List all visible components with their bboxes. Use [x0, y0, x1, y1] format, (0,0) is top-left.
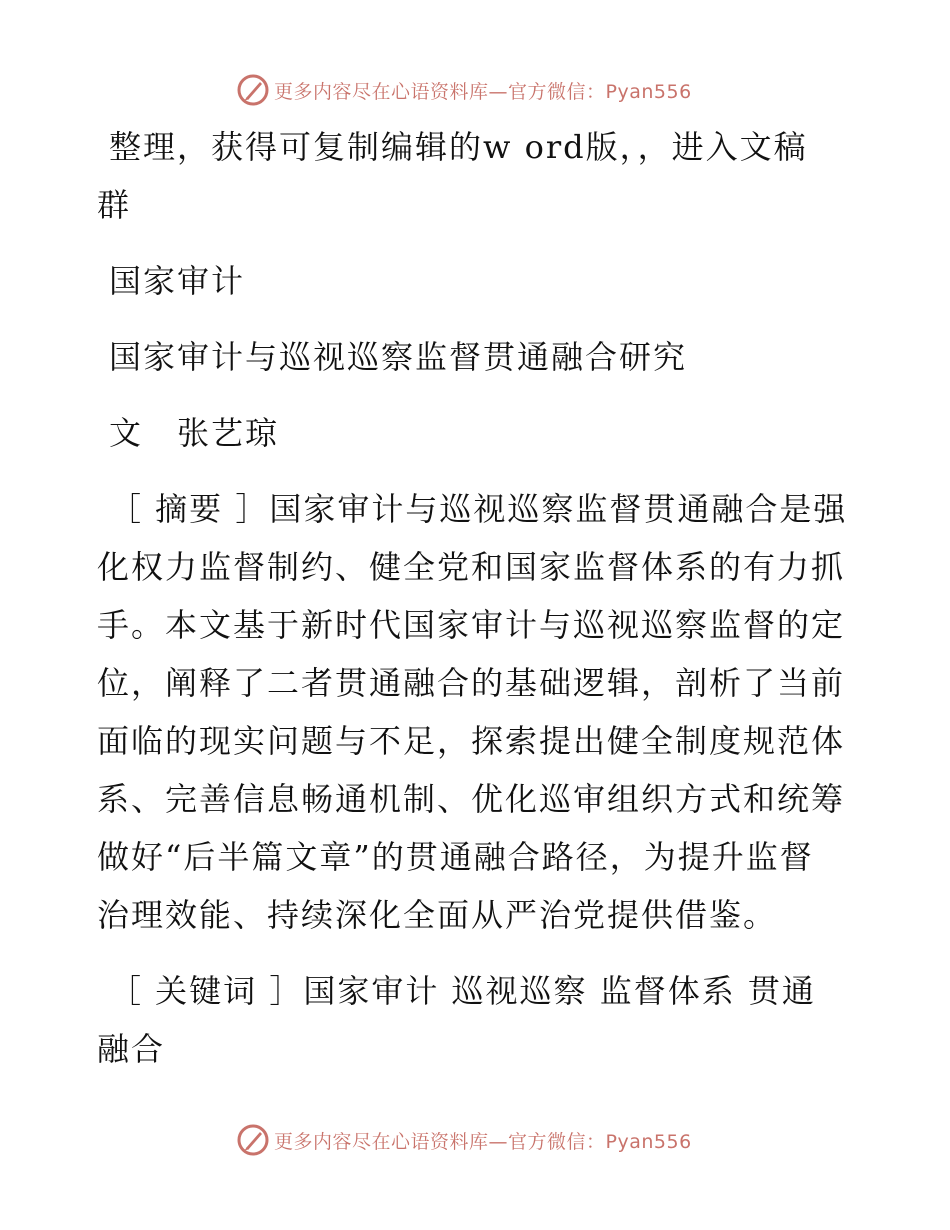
watermark-text: 更多内容尽在心语资料库—官方微信：Pyan556: [274, 1130, 692, 1153]
abstract-line: 系、完善信息畅通机制、优化巡审组织方式和统筹: [97, 780, 846, 818]
quill-logo-icon: [236, 1123, 270, 1157]
abstract-line: 位，阐释了二者贯通融合的基础逻辑，剖析了当前: [97, 664, 846, 702]
abstract-line: ［ 摘要 ］国家审计与巡视巡察监督贯通融合是强: [109, 490, 848, 528]
intro-line-2: 群: [97, 186, 132, 224]
watermark-footer: [236, 1122, 692, 1158]
keywords-line: ［ 关键词 ］国家审计 巡视巡察 监督体系 贯通: [109, 972, 816, 1010]
abstract-line: 面临的现实问题与不足，探索提出健全制度规范体: [97, 722, 846, 760]
keywords: [97, 962, 853, 1078]
watermark-header: [236, 72, 692, 108]
article-title: 国家审计与巡视巡察监督贯通融合研究: [109, 338, 688, 376]
watermark-text: 更多内容尽在心语资料库—官方微信：Pyan556: [274, 80, 692, 103]
abstract-line: 治理效能、持续深化全面从严治党提供借鉴。: [97, 896, 778, 934]
abstract: [97, 480, 853, 944]
keywords-line: 融合: [97, 1030, 166, 1068]
quill-logo-icon: [236, 73, 270, 107]
abstract-line: 化权力监督制约、健全党和国家监督体系的有力抓: [97, 548, 846, 586]
intro-line-1: 整理，获得可复制编辑的w ord版，，进入文稿: [109, 128, 808, 166]
abstract-line: 做好“后半篇文章”的贯通融合路径，为提升监督: [97, 838, 814, 876]
byline: 文 张艺琼: [109, 414, 280, 452]
section-title: 国家审计: [109, 262, 246, 300]
document-body: [97, 118, 853, 1078]
abstract-line: 手。本文基于新时代国家审计与巡视巡察监督的定: [97, 606, 846, 644]
